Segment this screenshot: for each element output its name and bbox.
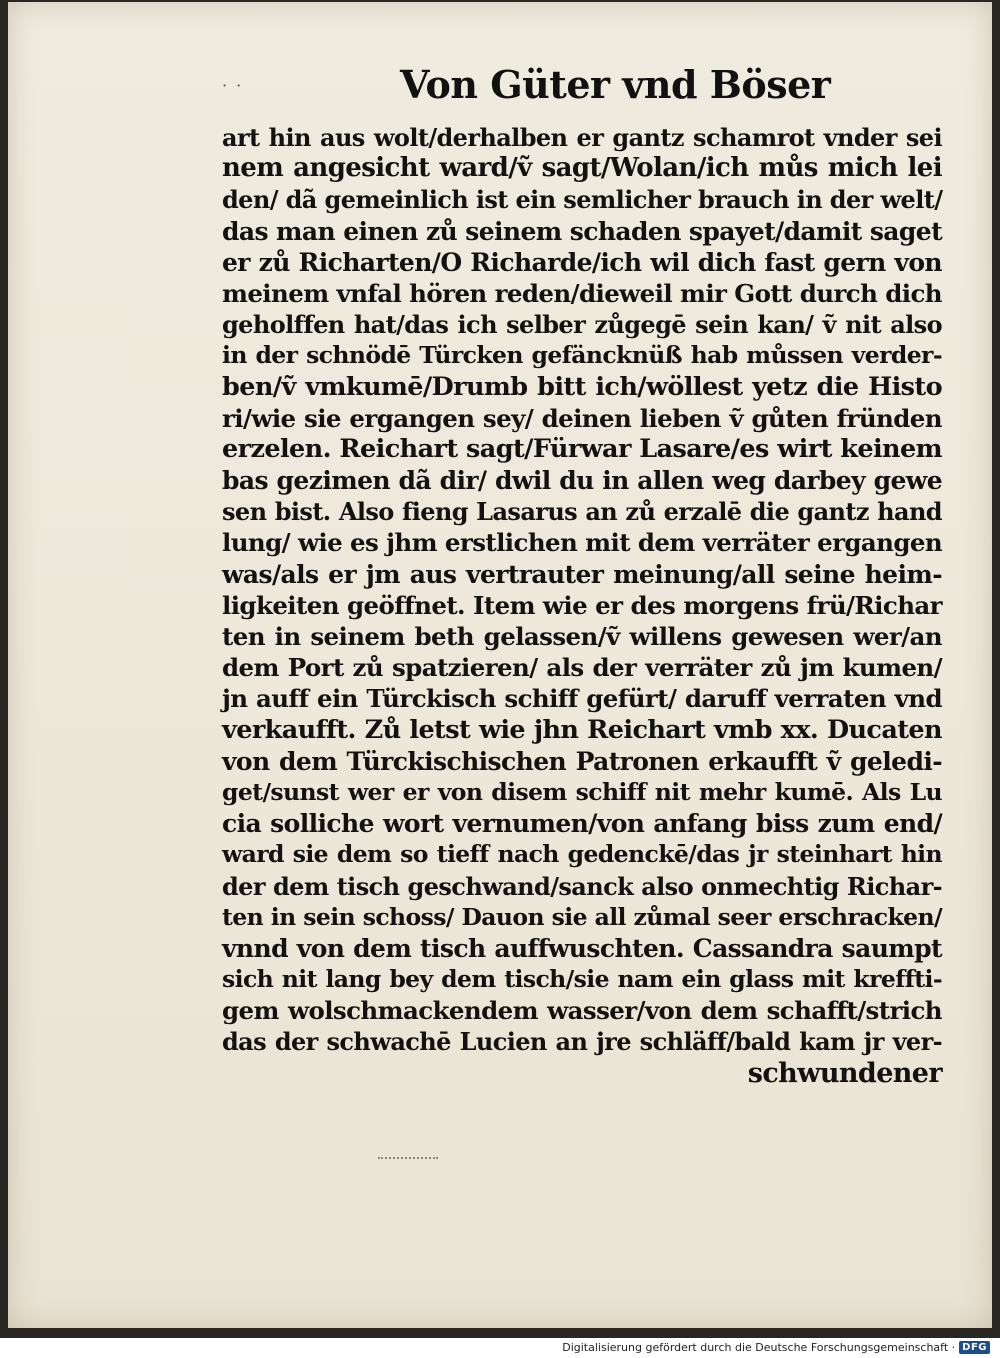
text-line: was/als er jm aus vertrauter meinung/all seine heim- bbox=[222, 559, 942, 589]
running-head: Von Güter vnd Böser bbox=[400, 62, 831, 107]
text-line: in der schnödē Türcken gefäncknüß hab můssen verder- bbox=[222, 341, 942, 370]
text-line: von dem Türckischischen Patronen erkaufft ṽ geledi- bbox=[222, 746, 942, 776]
text-line: den/ dã gemeinlich ist ein semlicher brauch in der welt/ bbox=[222, 185, 943, 215]
text-line: gem wolschmackendem wasser/von dem schafft/strich bbox=[222, 996, 942, 1026]
text-line: ligkeiten geöffnet. Item wie er des morgens frü/Richar bbox=[222, 590, 942, 620]
text-line: schwundener bbox=[747, 1057, 942, 1089]
text-line: cia solliche wort vernumen/von anfang biss zum end/ bbox=[222, 809, 942, 839]
dfg-logo: DFG bbox=[959, 1341, 990, 1354]
text-line: ri/wie sie ergangen sey/ deinen lieben ṽ gůten fründen bbox=[222, 403, 942, 433]
text-line: meinem vnfal hören reden/dieweil mir Gott durch dich bbox=[222, 278, 942, 308]
footer-credit bbox=[562, 1338, 990, 1356]
text-line: art hin aus wolt/derhalben er gantz schamrot vnder sei bbox=[222, 123, 942, 152]
text-line: verkaufft. Zů letst wie jhn Reichart vmb xx. Ducaten bbox=[222, 714, 942, 745]
text-line: get/sunst wer er von disem schiff nit mehr kumē. Als Lu bbox=[222, 777, 942, 806]
text-line: das man einen zů seinem schaden spayet/damit saget bbox=[222, 216, 943, 246]
text-line: ward sie dem so tieff nach gedenckē/das jr steinhart hin bbox=[222, 840, 942, 869]
text-line: bas gezimen dã dir/ dwil du in allen weg darbey gewe bbox=[222, 466, 942, 496]
text-line: lung/ wie es jhm erstlichen mit dem verräter ergangen bbox=[222, 528, 943, 558]
text-line: ben/ṽ vmkumē/Drumb bitt ich/wöllest yetz die Histo bbox=[222, 371, 942, 402]
text-line: ten in seinem beth gelassen/ṽ willens gewesen wer/an bbox=[222, 622, 942, 651]
ornament-mark bbox=[378, 1154, 438, 1162]
text-line: geholffen hat/das ich selber zůgegē sein kan/ ṽ nit also bbox=[222, 310, 942, 340]
text-line: erzelen. Reichart sagt/Fürwar Lasare/es wirt keinem bbox=[222, 433, 942, 464]
page-corner-mark: · · bbox=[222, 76, 244, 95]
text-line: ten in sein schoss/ Dauon sie all zůmal seer erschracken/ bbox=[222, 902, 942, 931]
text-line: er zů Richarten/O Richarde/ich wil dich fast gern von bbox=[222, 247, 942, 277]
text-line: jn auff ein Türckisch schiff gefürt/ daruff verraten vnd bbox=[222, 684, 942, 714]
body-text bbox=[222, 122, 942, 1089]
text-line: dem Port zů spatzieren/ als der verräter zů jm kumen/ bbox=[222, 653, 942, 683]
text-line: vnnd von dem tisch auffwuschten. Cassandra saumpt bbox=[222, 933, 942, 963]
text-line: das der schwachē Lucien an jre schläff/bald kam jr ver- bbox=[222, 1027, 942, 1057]
text-line: sich nit lang bey dem tisch/sie nam ein glass mit kreffti- bbox=[222, 965, 942, 994]
text-line: der dem tisch geschwand/sanck also onmechtig Richar- bbox=[222, 871, 942, 901]
text-line: nem angesicht ward/ṽ sagt/Wolan/ich můs mich lei bbox=[222, 153, 942, 184]
footer-credit-text: Digitalisierung gefördert durch die Deutsche Forschungsgemeinschaft · bbox=[562, 1340, 956, 1354]
text-line: sen bist. Also fieng Lasarus an zů erzalē die gantz hand bbox=[222, 497, 942, 527]
